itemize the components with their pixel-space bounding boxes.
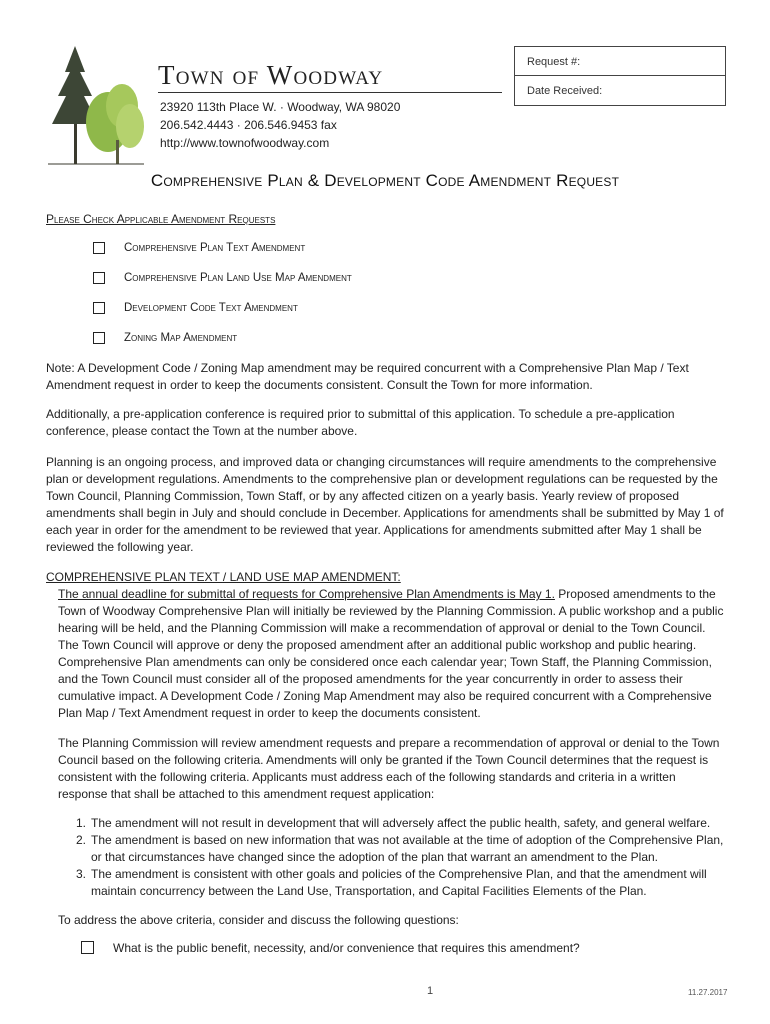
office-use-box bbox=[514, 46, 726, 106]
checkbox-question-public-benefit[interactable] bbox=[81, 941, 94, 954]
criteria-number: 1. bbox=[75, 816, 86, 830]
town-phone: 206.542.4443 · 206.546.9453 fax bbox=[160, 118, 337, 132]
criteria-intro-paragraph: The Planning Commission will review amendment requests and prepare a recommendation of approval or denial to the Town Council based on the following criteria. Amendments will only be granted if the Town Council determines that the request is consistent with the following criteria. Applicants must address each of the following standards and criteria in a written response that shall be attached to this amendment request application: bbox=[58, 736, 720, 801]
town-website: http://www.townofwoodway.com bbox=[160, 136, 330, 150]
option-comp-plan-land-use-map: Comprehensive Plan Land Use Map Amendment bbox=[124, 272, 352, 284]
town-logo-trees-icon bbox=[44, 44, 148, 166]
document-date: 11.27.2017 bbox=[688, 988, 728, 997]
criteria-item bbox=[60, 815, 732, 832]
page-number: 1 bbox=[427, 985, 434, 997]
checkbox-comp-plan-land-use-map[interactable] bbox=[93, 272, 105, 284]
checkbox-dev-code-text[interactable] bbox=[93, 302, 105, 314]
comp-plan-paragraph bbox=[58, 586, 724, 722]
criteria-item bbox=[60, 866, 732, 900]
criteria-text: The amendment will not result in development that will adversely affect the public health, safety, and general welfare. bbox=[91, 816, 711, 830]
planning-paragraph: Planning is an ongoing process, and improved data or changing circumstances will require amendments to the comprehensive plan or development regulations. Amendments to the comprehensive plan or development regulations can be requested by the Town Council, Planning Commission, Town Staff, or by any affected citizen on a yearly basis. Yearly review of proposed amendments shall begin in July and should conclude in December. Applications for amendments shall be submitted by May 1 of each year in order for the amendment to be reviewed that year. Applications for amendments submitted after May 1 shall be reviewed the following year. bbox=[46, 455, 724, 554]
option-zoning-map: Zoning Map Amendment bbox=[124, 332, 238, 344]
checkbox-comp-plan-text[interactable] bbox=[93, 242, 105, 254]
criteria-text: The amendment is based on new information that was not available at the time of adoption of the Comprehensive Plan, or that circumstances have changed since the adoption of the plan that warrant an amendment to the Plan. bbox=[91, 833, 724, 864]
option-dev-code-text: Development Code Text Amendment bbox=[124, 302, 298, 314]
town-address: 23920 113th Place W. · Woodway, WA 98020 bbox=[160, 100, 401, 114]
criteria-number: 3. bbox=[75, 867, 86, 881]
request-number-field[interactable]: Request #: bbox=[515, 47, 725, 76]
title-divider bbox=[158, 92, 502, 93]
note-paragraph: Note: A Development Code / Zoning Map amendment may be required concurrent with a Comprehensive Plan Map / Text Amendment request in order to keep the documents consistent. Consult the Town for more information. bbox=[46, 361, 689, 392]
preapplication-paragraph: Additionally, a pre-application conference is required prior to submittal of this application. To schedule a pre-application conference, please contact the Town at the number above. bbox=[46, 407, 675, 438]
deadline-text: The annual deadline for submittal of requests for Comprehensive Plan Amendments is May 1. bbox=[58, 587, 555, 601]
form-title: Comprehensive Plan & Development Code Amendment Request bbox=[150, 171, 620, 190]
question-public-benefit: What is the public benefit, necessity, and/or convenience that requires this amendment? bbox=[113, 941, 580, 955]
option-comp-plan-text: Comprehensive Plan Text Amendment bbox=[124, 242, 306, 254]
questions-intro: To address the above criteria, consider and discuss the following questions: bbox=[58, 913, 459, 927]
criteria-item bbox=[60, 832, 732, 866]
comp-plan-section-heading: COMPREHENSIVE PLAN TEXT / LAND USE MAP AMENDMENT: bbox=[46, 570, 401, 584]
check-section-heading: Please Check Applicable Amendment Requests bbox=[46, 212, 276, 226]
date-received-field[interactable]: Date Received: bbox=[527, 85, 603, 97]
criteria-text: The amendment is consistent with other goals and policies of the Comprehensive Plan, and that the amendment will maintain concurrency between the Land Use, Transportation, and Capital Facilities Elements of the Plan. bbox=[91, 867, 707, 898]
checkbox-zoning-map[interactable] bbox=[93, 332, 105, 344]
comp-plan-body-text: Proposed amendments to the Town of Woodway Comprehensive Plan will initially be reviewed by the Planning Commission. A public workshop and a public hearing will be held, and the Planning Commission will make a recommendation of approval or denial to the Town Council. The Town Council will approve or deny the proposed amendment after an additional public workshop and public hearing. Comprehensive Plan amendments can only be considered once each calendar year; Town Staff, the Planning Commission, and the Town Council must consider all of the proposed amendments for the year concurrently in order to assess their cumulative impact. A Development Code / Zoning Map Amendment may also be required concurrent with a Comprehensive Plan Map / Text Amendment request in order to keep the documents consistent. bbox=[58, 587, 724, 720]
town-name: Town of Woodway bbox=[158, 60, 384, 90]
criteria-number: 2. bbox=[75, 833, 86, 847]
